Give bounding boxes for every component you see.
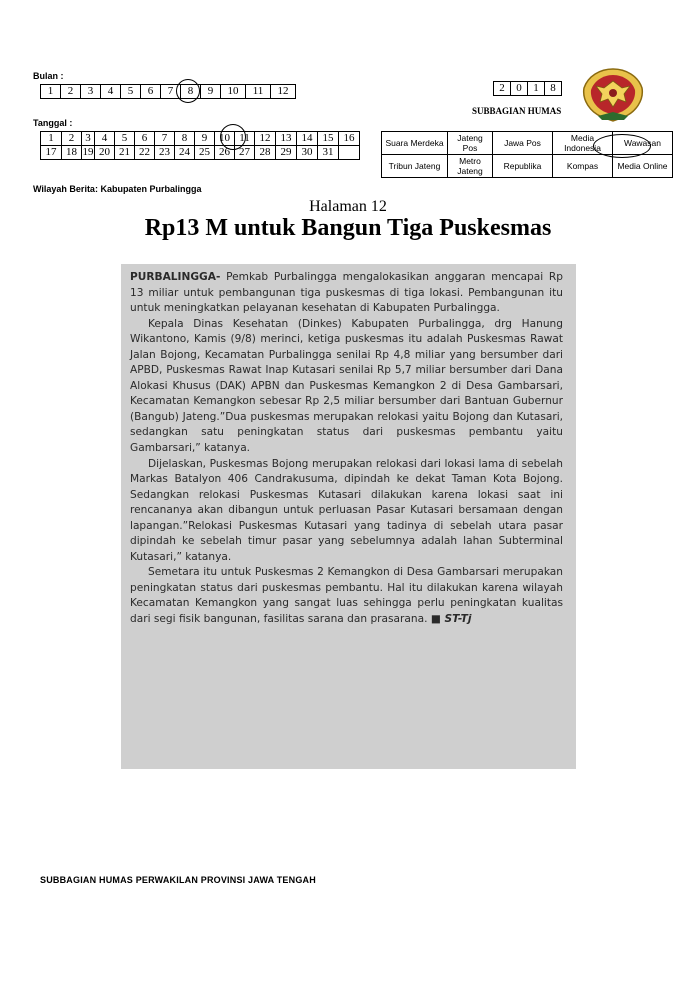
media-cell-selected: Wawasan xyxy=(613,132,673,155)
paragraph-3: Dijelaskan, Puskesmas Bojong merupakan relokasi dari lokasi lama di sebelah Markas Batalyon 406 Candrakusuma, dipindah ke dekat Taman Kota Bojong. Sedangkan relokasi Puskesmas Kutasari dilakukan karena lokasi saat ini rencananya akan dibangun untuk perluasan Pasar Kutasari bersamaan dengan lapangan.”Relokasi Puskesmas Kutasari yang tadinya di sebelah utara pasar dipindah ke sebelah timur pasar yang sebelumnya adalah lahan Subterminal Kutasari,” katanya. xyxy=(130,457,563,563)
media-cell: Tribun Jateng xyxy=(382,155,448,178)
region-label: Wilayah Berita: Kabupaten Purbalingga xyxy=(33,184,202,194)
provincial-emblem-icon xyxy=(578,66,648,124)
day-grid xyxy=(40,131,360,160)
day-cell: 17 xyxy=(41,146,62,160)
day-cell: 18 xyxy=(62,146,82,160)
day-cell: 27 xyxy=(235,146,255,160)
month-cell: 9 xyxy=(201,85,221,99)
month-cell-selected: 8 xyxy=(181,85,201,99)
month-cell: 6 xyxy=(141,85,161,99)
year-digit: 2 xyxy=(494,82,511,96)
page-number: Halaman 12 xyxy=(309,198,387,215)
bulan-label: Bulan : xyxy=(33,71,64,81)
month-cell: 1 xyxy=(41,85,61,99)
paragraph-2: Kepala Dinas Kesehatan (Dinkes) Kabupaten Purbalingga, drg Hanung Wikantono, Kamis (9/8) merinci, ketiga puskesmas itu adalah Puskesmas Rawat Jalan Bojong, Kecamatan Purbalingga senilai Rp 4,8 miliar yang bersumber dari APBD, Puskesmas Rawat Inap Kutasari senilai Rp 5,7 miliar bersumber dari Dana Alokasi Khusus (DAK) APBN dan Puskesmas Kemangkon 2 di Desa Gambarsari, Kecamatan Kemangkon sebesar Rp 2,5 miliar bersumber dari Bantuan Gubernur (Bangub) Jateng.”Dua puskesmas merupakan relokasi yaitu Bojong dan Kutasari, sedangkan satu peningkatan status dari puskesmas pembantu yaitu Gambarsari,” katanya. xyxy=(130,317,563,455)
month-selection-circle xyxy=(176,79,200,103)
day-cell xyxy=(339,146,360,160)
dateline: PURBALINGGA- xyxy=(130,271,221,283)
year-grid xyxy=(493,81,562,96)
day-cell: 7 xyxy=(155,132,175,146)
tanggal-label: Tanggal : xyxy=(33,118,73,128)
day-cell: 30 xyxy=(297,146,318,160)
day-cell: 8 xyxy=(175,132,195,146)
media-cell: Jawa Pos xyxy=(493,132,553,155)
year-digit: 8 xyxy=(545,82,562,96)
day-cell: 4 xyxy=(95,132,115,146)
month-grid xyxy=(40,84,296,99)
year-digit: 0 xyxy=(511,82,528,96)
day-cell: 2 xyxy=(62,132,82,146)
day-cell: 31 xyxy=(318,146,339,160)
media-cell: Jateng Pos xyxy=(448,132,493,155)
day-cell: 21 xyxy=(115,146,135,160)
day-cell: 26 xyxy=(215,146,235,160)
month-cell: 11 xyxy=(246,85,271,99)
day-cell: 1 xyxy=(41,132,62,146)
media-cell: Media Online xyxy=(613,155,673,178)
signature: ■ ST-Tj xyxy=(430,613,472,626)
day-cell: 9 xyxy=(195,132,215,146)
media-cell: Kompas xyxy=(553,155,613,178)
month-cell: 3 xyxy=(81,85,101,99)
newspaper-clipping xyxy=(121,264,576,769)
month-cell: 7 xyxy=(161,85,181,99)
day-cell: 25 xyxy=(195,146,215,160)
day-cell: 5 xyxy=(115,132,135,146)
month-cell: 10 xyxy=(221,85,246,99)
media-cell: Republika xyxy=(493,155,553,178)
day-cell: 11 xyxy=(235,132,255,146)
day-selection-circle xyxy=(220,124,246,150)
day-cell: 20 xyxy=(95,146,115,160)
day-cell: 6 xyxy=(135,132,155,146)
media-cell: Metro Jateng xyxy=(448,155,493,178)
year-digit: 1 xyxy=(528,82,545,96)
month-cell: 2 xyxy=(61,85,81,99)
office-label: SUBBAGIAN HUMAS xyxy=(472,106,562,116)
day-cell: 3 xyxy=(82,132,95,146)
article-title: Rp13 M untuk Bangun Tiga Puskesmas xyxy=(144,215,552,241)
day-cell: 28 xyxy=(255,146,276,160)
day-cell: 24 xyxy=(175,146,195,160)
media-cell: Media Indonesia xyxy=(553,132,613,155)
day-cell: 12 xyxy=(255,132,276,146)
day-cell: 16 xyxy=(339,132,360,146)
day-cell: 23 xyxy=(155,146,175,160)
day-cell: 22 xyxy=(135,146,155,160)
paragraph-1: PURBALINGGA- Pemkab Purbalingga mengalokasikan anggaran mencapai Rp 13 miliar untuk pembangunan tiga puskesmas di tiga lokasi. Pembangunan itu untuk meningkatkan pelayanan kesehatan di Kabupaten Purbalingga. xyxy=(130,271,563,315)
day-cell-selected: 10 xyxy=(215,132,235,146)
paragraph-4: Semetara itu untuk Puskesmas 2 Kemangkon di Desa Gambarsari merupakan peningkatan status dari puskesmas pembantu. Hal itu dilakukan karena wilayah Kecamatan Kemangkon yang sangat luas sehingga perlu peningkatan kualitas dari segi fisik bangunan, fasilitas sarana dan prasarana. ■ ST-Tj xyxy=(130,566,563,626)
media-cell: Suara Merdeka xyxy=(382,132,448,155)
day-cell: 14 xyxy=(297,132,318,146)
month-cell: 12 xyxy=(271,85,296,99)
day-cell: 13 xyxy=(276,132,297,146)
month-cell: 4 xyxy=(101,85,121,99)
day-cell: 29 xyxy=(276,146,297,160)
day-cell: 15 xyxy=(318,132,339,146)
month-cell: 5 xyxy=(121,85,141,99)
footer-text: SUBBAGIAN HUMAS PERWAKILAN PROVINSI JAWA TENGAH xyxy=(40,875,316,885)
media-selection-circle xyxy=(593,134,651,158)
day-cell: 19 xyxy=(82,146,94,158)
